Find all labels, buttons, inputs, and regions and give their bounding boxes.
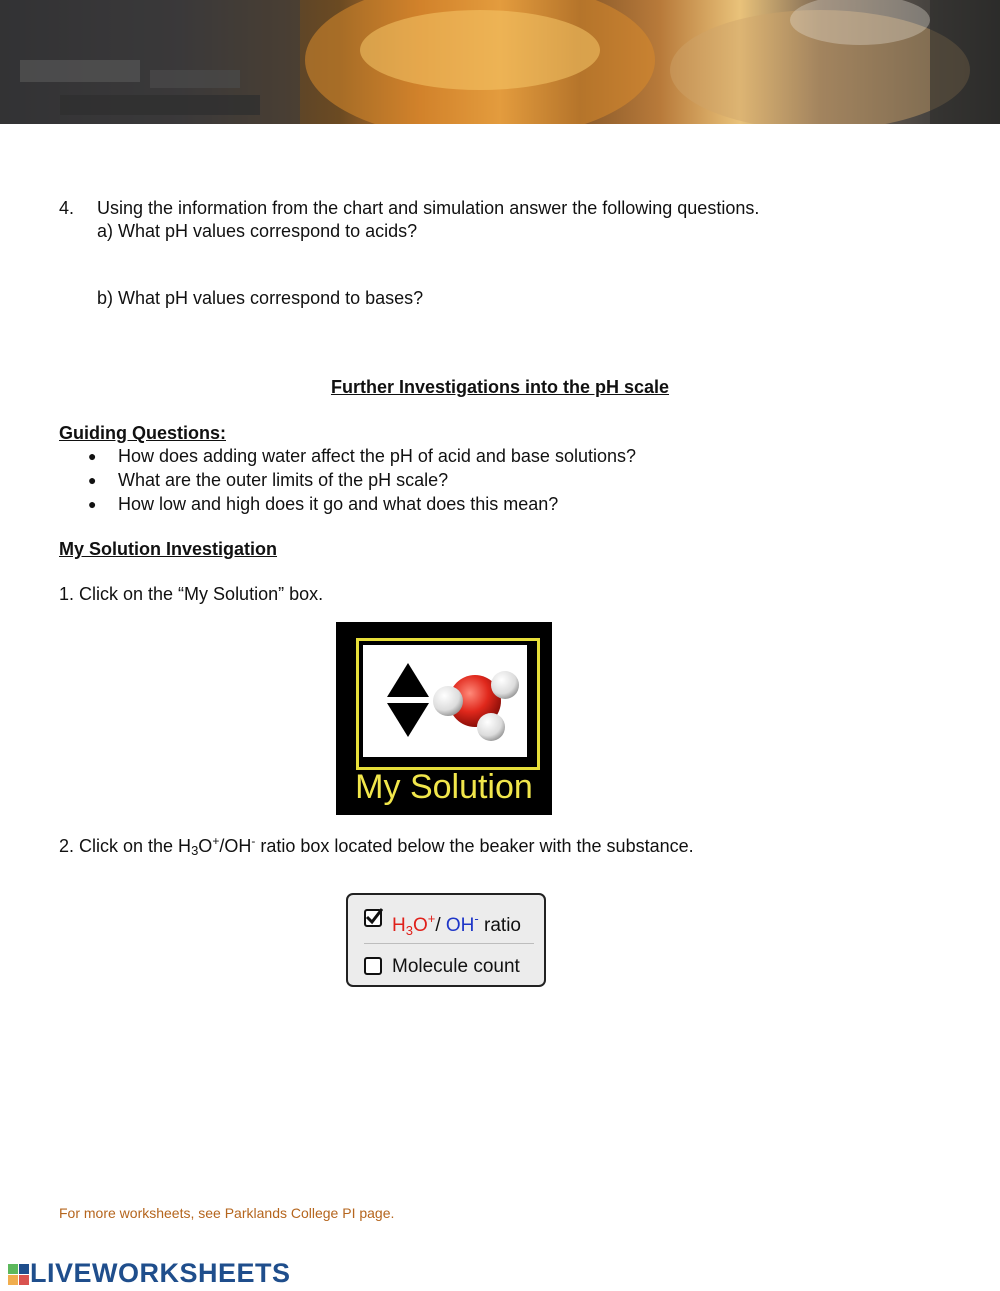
step-2-o: O (198, 836, 213, 856)
q4-number: 4. (59, 198, 75, 218)
step-2-sub: 3 (191, 843, 199, 858)
guiding-bullet-2: What are the outer limits of the pH scale? (118, 470, 449, 490)
my-solution-label: My Solution (355, 768, 533, 806)
step-2-suffix: ratio box located below the beaker with the substance. (255, 836, 694, 856)
header-banner (0, 0, 1000, 124)
ratio-word: ratio (478, 915, 521, 936)
ratio-slash: / (435, 915, 446, 936)
checkmark-icon (365, 908, 383, 926)
ratio-options-panel (346, 893, 546, 987)
liveworksheets-logo-icon (8, 1260, 30, 1288)
q4-text: Using the information from the chart and simulation answer the following questions. (97, 198, 760, 218)
h3o-o: O (412, 915, 428, 936)
brand-wordmark[interactable]: LIVEWORKSHEETS (30, 1258, 291, 1288)
footer-note[interactable]: For more worksheets, see Parklands College PI page. (59, 1205, 395, 1221)
oh-minus: - (474, 911, 479, 926)
my-solution-box[interactable] (336, 622, 552, 815)
molecule-count-checkbox[interactable] (364, 957, 382, 975)
h3o-plus: + (427, 911, 436, 926)
q4b-text: b) What pH values correspond to bases? (97, 288, 424, 308)
molecule-count-label[interactable]: Molecule count (392, 956, 520, 977)
guiding-heading: Guiding Questions: (59, 423, 226, 443)
guiding-bullet-3: How low and high does it go and what does this mean? (118, 494, 559, 514)
q4a-text: a) What pH values correspond to acids? (97, 221, 418, 241)
step-2-oh: /OH (219, 836, 252, 856)
step-2-prefix: 2. Click on the H (59, 836, 192, 856)
bullet-icon: ● (88, 496, 97, 512)
step-1-text: 1. Click on the “My Solution” box. (59, 584, 324, 604)
investigation-heading: My Solution Investigation (59, 539, 278, 559)
guiding-bullet-1: How does adding water affect the pH of acid and base solutions? (118, 446, 637, 466)
panel-divider (364, 943, 534, 944)
h3o-h: H (392, 915, 406, 936)
h3o-sub: 3 (405, 923, 413, 938)
step-2-sup-minus: - (251, 834, 256, 848)
ratio-checkbox[interactable] (364, 909, 382, 927)
bullet-icon: ● (88, 472, 97, 488)
section-title: Further Investigations into the pH scale (330, 377, 670, 397)
bullet-icon: ● (88, 448, 97, 464)
ratio-label[interactable] (392, 908, 521, 942)
oh-text: OH (445, 915, 475, 936)
my-solution-inner (361, 643, 529, 759)
lab-glassware-photo (0, 0, 1000, 124)
step-2-text (59, 830, 694, 862)
step-2-sup-plus: + (212, 834, 220, 848)
up-down-water-icon (363, 645, 527, 757)
